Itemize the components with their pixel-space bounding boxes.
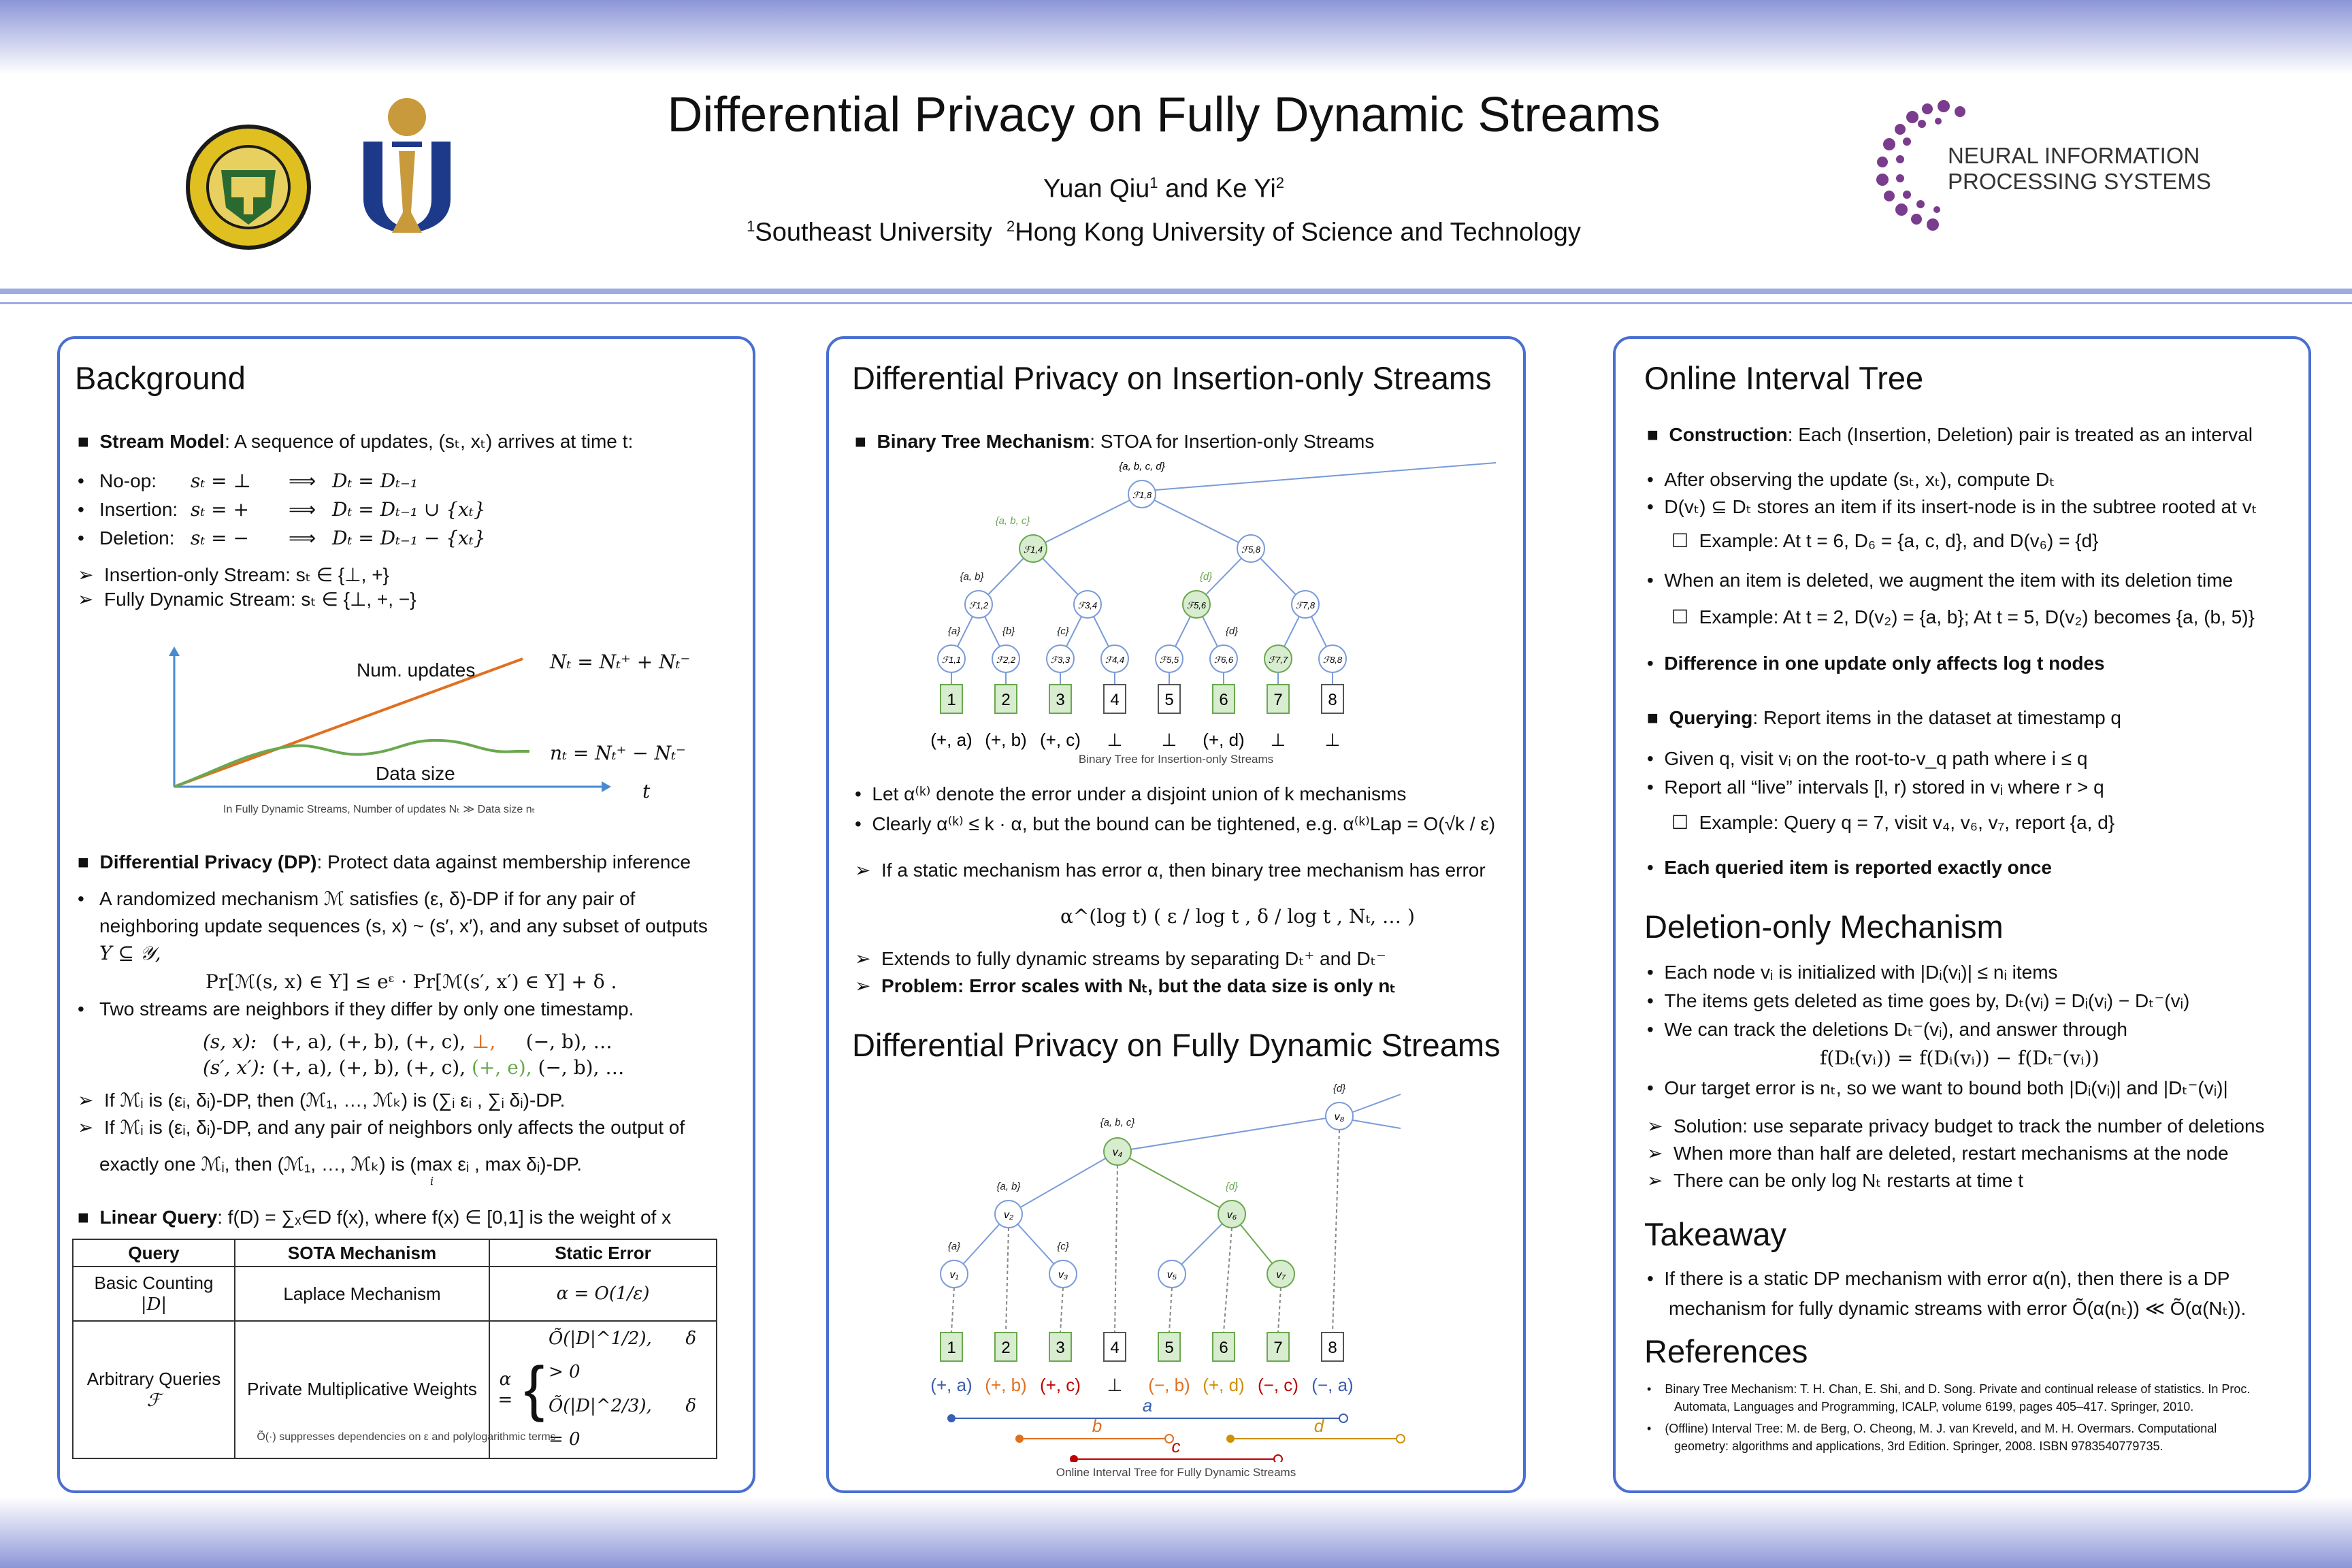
c1-item: • After observing the update (sₜ, xₜ), compute Dₜ xyxy=(1647,469,2055,490)
oit-leaf-link xyxy=(1278,1288,1281,1333)
neurips-line1: NEURAL INFORMATION xyxy=(1948,143,2200,168)
leaf-label: 3 xyxy=(1056,691,1065,709)
stream-model-label: Stream Model xyxy=(99,431,225,452)
leaf-label: 2 xyxy=(1001,691,1011,709)
d3-item: • We can track the deletions Dₜ⁻(vᵢ), and answer through xyxy=(1647,1019,2127,1040)
b2-text: Clearly α⁽ᵏ⁾ ≤ k · α, but the bound can be tightened, e.g. α⁽ᵏ⁾Lap = O(√k / ε) xyxy=(872,813,1496,834)
table-row xyxy=(73,1267,717,1321)
affil1: Southeast University xyxy=(755,218,992,247)
insertion-title: Differential Privacy on Insertion-only Streams xyxy=(852,360,1492,396)
oit-leaf-label: 3 xyxy=(1056,1339,1065,1357)
stream-model-text: : A sequence of updates, (sₜ, xₜ) arrives at time t: xyxy=(225,431,634,452)
oit-node-set: {c} xyxy=(1057,1241,1069,1252)
oit-node-set: {a, b} xyxy=(996,1181,1021,1192)
arbitrary-queries: Arbitrary Queries xyxy=(86,1368,221,1389)
tree-node-set: {a, b, c} xyxy=(995,515,1030,527)
oit-node-label: v₂ xyxy=(1003,1209,1014,1221)
tree-root-set: {a, b, c, d} xyxy=(1119,461,1165,472)
table-cell-basic xyxy=(73,1267,235,1321)
oit-leaf-link xyxy=(1224,1228,1232,1333)
tk-item: • If there is a static DP mechanism with error α(n), then there is a DP xyxy=(1647,1268,2230,1289)
oit-leaf-update: (−, c) xyxy=(1258,1375,1298,1395)
oit-leaf-link xyxy=(1333,1130,1339,1333)
leaf-label: 6 xyxy=(1219,691,1228,709)
a3-item: ➢ Problem: Error scales with Nₜ, but the data size is only nₜ xyxy=(855,975,1396,996)
oit-leaf-label: 5 xyxy=(1164,1339,1174,1357)
seq2 xyxy=(272,1056,624,1079)
a2-text: Extends to fully dynamic streams by separating Dₜ⁺ and Dₜ⁻ xyxy=(881,948,1386,969)
laplace-mechanism: Laplace Mechanism xyxy=(235,1267,489,1321)
tree-node-label: ℱ6,6 xyxy=(1213,655,1234,665)
pmw-case2 xyxy=(549,1390,715,1457)
growth-caption: In Fully Dynamic Streams, Number of updates Nₜ ≫ Data size nₜ xyxy=(223,804,536,815)
q1-text: Given q, visit vᵢ on the root-to-v_q path where i ≤ q xyxy=(1664,748,2088,769)
dp-text: : Protect data against membership inference xyxy=(316,851,691,872)
c1-text: After observing the update (sₜ, xₜ), compute Dₜ xyxy=(1664,469,2055,490)
author2-sup: 2 xyxy=(1275,174,1285,191)
oit-leaf-label: 8 xyxy=(1328,1339,1337,1357)
composition2: ➢ If ℳᵢ is (εᵢ, δᵢ)-DP, and any pair of neighbors only affects the output of xyxy=(78,1117,685,1138)
seq1-main: (+, a), (+, b), (+, c), xyxy=(272,1030,472,1053)
y-axis-arrow xyxy=(169,647,180,656)
tree-node-label: ℱ5,5 xyxy=(1159,655,1179,665)
stream-model-item: ■ Stream Model: A sequence of updates, (sₜ, xₜ) arrives at time t: xyxy=(78,431,634,452)
oit-edge xyxy=(1117,1116,1339,1152)
dp-label: Differential Privacy (DP) xyxy=(99,851,317,872)
s3-item: ➢ There can be only log Nₜ restarts at time t xyxy=(1647,1170,2024,1191)
composition3-text: exactly one ℳᵢ, then (ℳ₁, …, ℳₖ) is (max εᵢ , max δᵢ)-DP. xyxy=(99,1154,582,1175)
q2-item: • Report all “live” intervals [l, r) stored in vᵢ where r > q xyxy=(1647,777,2104,798)
references-title: References xyxy=(1644,1333,1808,1369)
interval-label: a xyxy=(1142,1395,1153,1416)
s2-text: When more than half are deleted, restart mechanisms at the node xyxy=(1673,1143,2229,1164)
tree-edge xyxy=(1142,494,1251,549)
tree-node-label: ℱ5,6 xyxy=(1186,600,1207,610)
t-axis-label: t xyxy=(642,780,651,802)
pmw-mechanism: Private Multiplicative Weights xyxy=(235,1321,489,1458)
d3-equation: f(Dₜ(vᵢ)) = f(Dᵢ(vᵢ)) − f(Dₜ⁻(vᵢ)) xyxy=(1820,1047,2100,1069)
leaf-label: 7 xyxy=(1273,691,1283,709)
header-divider-thin xyxy=(0,302,2352,304)
leaf-update: (+, b) xyxy=(985,730,1027,750)
binary-tree-diagram xyxy=(829,461,1523,761)
composition2-text: If ℳᵢ is (εᵢ, δᵢ)-DP, and any pair of neighbors only affects the output of xyxy=(104,1117,685,1138)
oit-leaf-label: 2 xyxy=(1001,1339,1011,1357)
insertion-st: sₜ = + xyxy=(191,498,249,521)
oit-node-set: {a} xyxy=(947,1241,961,1252)
leaf-label: 5 xyxy=(1164,691,1174,709)
oit-leaf-link xyxy=(1060,1288,1063,1333)
c3-text: When an item is deleted, we augment the item with its deletion time xyxy=(1664,570,2234,591)
leaf-update: (+, c) xyxy=(1040,730,1081,750)
author1-sup: 1 xyxy=(1149,174,1158,191)
header-divider xyxy=(0,289,2352,294)
a1-text: If a static mechanism has error α, then binary tree mechanism has error xyxy=(881,860,1486,881)
btm-text: : STOA for Insertion-only Streams xyxy=(1090,431,1375,452)
interval-start xyxy=(1226,1435,1235,1443)
pmw-case1 xyxy=(549,1322,715,1390)
d1-text: Each node vᵢ is initialized with |Dᵢ(vᵢ)| ≤ nᵢ items xyxy=(1664,962,2058,983)
s1-item: ➢ Solution: use separate privacy budget to track the number of deletions xyxy=(1647,1115,2265,1137)
tree-node-set: {b} xyxy=(1002,625,1015,637)
a3-text: Problem: Error scales with Nₜ, but the data size is only nₜ xyxy=(881,975,1396,996)
pmw-case1-error: Õ(|D|^1/2), xyxy=(548,1328,652,1349)
tree-node-label: ℱ3,4 xyxy=(1077,600,1098,610)
pmw-case2-cond: δ = 0 xyxy=(548,1395,697,1450)
leaf-update: ⊥ xyxy=(1324,730,1341,750)
q2-example-text: Example: Query q = 7, visit v₄, v₆, v₇, report {a, d} xyxy=(1699,812,2115,833)
noop-arrow: ⟹ xyxy=(289,470,316,491)
reference-2: • (Offline) Interval Tree: M. de Berg, O. Cheong, M. J. van Kreveld, and M. H. Overmars. Computational geometry: algorithms and applications, 3rd Edition. Springer, 2008. ISBN 9783540779735. xyxy=(1647,1422,2217,1454)
construction-label: Construction xyxy=(1669,424,1788,445)
oit-leaf-update: (+, c) xyxy=(1040,1375,1081,1395)
tree-edge-continuation xyxy=(1156,463,1496,490)
oit-node-set: {d} xyxy=(1225,1181,1239,1192)
oit-leaf-update: (+, d) xyxy=(1203,1375,1245,1395)
oit-node-label: v₁ xyxy=(949,1269,959,1281)
querying-label: Querying xyxy=(1669,707,1753,728)
b1-bullet: • Let α⁽ᵏ⁾ denote the error under a disjoint union of k mechanisms xyxy=(855,783,1407,804)
c2-item: • D(vₜ) ⊆ Dₜ stores an item if its insert-node is in the subtree rooted at vₜ xyxy=(1647,496,2257,517)
tree-node-set: {a} xyxy=(947,625,961,637)
oit-node-label: v₆ xyxy=(1226,1209,1237,1221)
tree-node-label: ℱ5,8 xyxy=(1241,544,1261,555)
deletion-title: Deletion-only Mechanism xyxy=(1644,909,2004,945)
tree-node-label: ℱ8,8 xyxy=(1322,655,1343,665)
oit-title: Online Interval Tree xyxy=(1644,360,1924,396)
q1-item: • Given q, visit vᵢ on the root-to-v_q path where i ≤ q xyxy=(1647,748,2088,769)
leaf-label: 1 xyxy=(947,691,956,709)
btm-label: Binary Tree Mechanism xyxy=(877,431,1090,452)
interval-label: b xyxy=(1092,1416,1102,1436)
tree-node-set: {c} xyxy=(1057,625,1069,637)
c3-example: ☐ Example: At t = 2, D(v₂) = {a, b}; At t = 5, D(v₂) becomes {a, (b, 5)} xyxy=(1671,606,2255,627)
deletion-st: sₜ = − xyxy=(191,527,249,549)
insertion-panel xyxy=(826,336,1526,1493)
southeast-university-logo xyxy=(184,122,313,252)
a1-item: ➢ If a static mechanism has error α, then binary tree mechanism has error xyxy=(855,860,1486,881)
insertion-only-text: Insertion-only Stream: sₜ ∈ {⊥, +} xyxy=(104,564,389,585)
c4-text: Difference in one update only affects log t nodes xyxy=(1664,653,2105,674)
interval-end xyxy=(1396,1435,1405,1443)
seq1-label: (s, x): xyxy=(203,1030,257,1053)
table-footnote: Õ(·) suppresses dependencies on ε and polylogarithmic terms xyxy=(257,1431,556,1443)
oit-node-set: {d} xyxy=(1333,1083,1346,1094)
binary-tree-caption: Binary Tree for Insertion-only Streams xyxy=(1078,753,1274,766)
insertion-label: Insertion: xyxy=(99,499,178,520)
c2-example-text: Example: At t = 6, D₆ = {a, c, d}, and D(v₆) = {d} xyxy=(1699,530,2099,551)
oit-leaf-link xyxy=(1169,1288,1172,1333)
affil1-sup: 1 xyxy=(747,218,755,235)
nt2-equation: nₜ = Nₜ⁺ − Nₜ⁻ xyxy=(550,742,686,764)
background-panel xyxy=(57,336,755,1493)
author1: Yuan Qiu xyxy=(1043,174,1150,203)
leaf-label: 8 xyxy=(1328,691,1337,709)
oit-node-label: v₈ xyxy=(1334,1111,1345,1123)
tree-node-label: ℱ3,3 xyxy=(1050,655,1071,665)
oit-node-set: {a, b, c} xyxy=(1100,1117,1135,1128)
reference-1: • Binary Tree Mechanism: T. H. Chan, E. Shi, and D. Song. Private and continual release of statistics. In Proc. Automata, Languages and Programming, ICALP, volume 6199, pages 405–417. Springer, 2010. xyxy=(1647,1382,2251,1414)
max-subscript: i xyxy=(430,1175,434,1188)
interval-tree-panel xyxy=(1613,336,2311,1493)
seq1-tail: (−, b), … xyxy=(525,1030,612,1053)
oit-leaf-update: (−, b) xyxy=(1148,1375,1190,1395)
interval-start xyxy=(947,1414,956,1422)
error-table xyxy=(72,1239,717,1459)
interval-end xyxy=(1274,1455,1282,1462)
oit-edge xyxy=(1117,1152,1232,1214)
neighbor-bullet: • xyxy=(78,998,84,1019)
seq2-main: (+, a), (+, b), (+, c), xyxy=(272,1056,472,1079)
interval-tree-caption: Online Interval Tree for Fully Dynamic Streams xyxy=(1056,1466,1296,1479)
tree-node-label: ℱ7,8 xyxy=(1295,600,1316,610)
s1-text: Solution: use separate privacy budget to track the number of deletions xyxy=(1673,1115,2265,1137)
dp-equation: Pr[ℳ(s, x) ∈ Y] ≤ eᵋ · Pr[ℳ(s′, x′) ∈ Y] + δ . xyxy=(206,970,617,993)
data-size-label: Data size xyxy=(376,763,455,784)
s3-text: There can be only log Nₜ restarts at time t xyxy=(1673,1170,2024,1191)
insertion-dt: Dₜ = Dₜ₋₁ ∪ {xₜ} xyxy=(332,498,486,521)
seq1 xyxy=(272,1030,612,1054)
table-header-mechanism: SOTA Mechanism xyxy=(235,1239,489,1267)
d4-text: Our target error is nₜ, so we want to bound both |Dᵢ(vᵢ)| and |Dₜ⁻(vᵢ)| xyxy=(1664,1077,2228,1098)
c2-example: ☐ Example: At t = 6, D₆ = {a, c, d}, and D(v₆) = {d} xyxy=(1671,530,2099,551)
oit-leaf-link xyxy=(951,1288,954,1333)
takeaway-title: Takeaway xyxy=(1644,1216,1786,1252)
composition1-text: If ℳᵢ is (εᵢ, δᵢ)-DP, then (ℳ₁, …, ℳₖ) is (∑ᵢ εᵢ , ∑ᵢ δᵢ)-DP. xyxy=(104,1090,566,1111)
basic-counting-d: |D| xyxy=(140,1294,167,1315)
leaf-update: ⊥ xyxy=(1107,730,1123,750)
d1-item: • Each node vᵢ is initialized with |Dᵢ(vᵢ)| ≤ nᵢ items xyxy=(1647,962,2058,983)
dp-item: ■ Differential Privacy (DP): Protect data against membership inference xyxy=(78,851,691,872)
construction-text: : Each (Insertion, Deletion) pair is treated as an interval xyxy=(1787,424,2253,445)
affil2-sup: 2 xyxy=(1007,218,1015,235)
seq2-label: (s′, x′): xyxy=(203,1056,265,1079)
seq2-tail: (−, b), … xyxy=(538,1056,625,1079)
affiliations xyxy=(531,218,1797,248)
c3-example-text: Example: At t = 2, D(v₂) = {a, b}; At t = 5, D(v₂) becomes {a, (b, 5)} xyxy=(1699,606,2255,627)
d3-text: We can track the deletions Dₜ⁻(vᵢ), and answer through xyxy=(1664,1019,2127,1040)
btm-item: ■ Binary Tree Mechanism: STOA for Insertion-only Streams xyxy=(855,431,1375,452)
dp-line3: Y ⊆ 𝒴, xyxy=(99,942,161,964)
top-band xyxy=(0,0,2352,75)
affil2: Hong Kong University of Science and Technology xyxy=(1015,218,1581,247)
noop-st: sₜ = ⊥ xyxy=(191,470,251,492)
insertion-only-item: ➢ Insertion-only Stream: sₜ ∈ {⊥, +} xyxy=(78,564,389,585)
c2-text: D(vₜ) ⊆ Dₜ stores an item if its insert-node is in the subtree rooted at vₜ xyxy=(1664,496,2257,517)
ref1-line2: Automata, Languages and Programming, ICALP, volume 6199, pages 405–417. Springer, 2010. xyxy=(1674,1400,2194,1414)
b1-text: Let α⁽ᵏ⁾ denote the error under a disjoint union of k mechanisms xyxy=(872,783,1407,804)
leaf-update: ⊥ xyxy=(1270,730,1286,750)
num-updates-label: Num. updates xyxy=(357,659,476,681)
oit-leaf-label: 4 xyxy=(1110,1339,1120,1357)
table-header-query: Query xyxy=(73,1239,235,1267)
dp-line2: neighboring update sequences (s, x) ~ (s′, x′), and any subset of outputs xyxy=(99,915,708,936)
querying-text: : Report items in the dataset at timestamp q xyxy=(1752,707,2121,728)
deletion-label: Deletion: xyxy=(99,527,175,549)
seq1-diff: ⊥, xyxy=(472,1030,496,1053)
oit-leaf-update: (+, a) xyxy=(930,1375,973,1395)
oit-edge xyxy=(1009,1152,1117,1214)
c4-item: • Difference in one update only affects log t nodes xyxy=(1647,653,2105,674)
a1-equation: α^(log t) ( ε / log t , δ / log t , Nₜ, … ) xyxy=(1060,905,1415,928)
oit-leaf-link xyxy=(1006,1228,1009,1333)
oit-node-label: v₅ xyxy=(1166,1269,1177,1281)
oit-leaf-update: ⊥ xyxy=(1107,1375,1123,1395)
oit-leaf-link xyxy=(1115,1165,1117,1333)
laplace-error: α = O(1/ε) xyxy=(489,1267,717,1321)
bottom-band xyxy=(0,1497,2352,1568)
oit-node-label: v₃ xyxy=(1058,1269,1068,1281)
nt-equation: Nₜ = Nₜ⁺ + Nₜ⁻ xyxy=(550,651,691,673)
tree-node-label: ℱ1,8 xyxy=(1132,490,1152,500)
tk2-text: mechanism for fully dynamic streams with error Õ(α(nₜ)) ≪ Õ(α(Nₜ)). xyxy=(1669,1298,2247,1319)
oit-leaf-label: 1 xyxy=(947,1339,956,1357)
background-title: Background xyxy=(75,360,246,396)
pmw-case1-cond: δ > 0 xyxy=(548,1328,697,1383)
noop-label: No-op: xyxy=(99,470,157,491)
q2-text: Report all “live” intervals [l, r) stored in vᵢ where r > q xyxy=(1664,777,2104,798)
interval-start xyxy=(1070,1455,1078,1462)
c3-item: • When an item is deleted, we augment the item with its deletion time xyxy=(1647,570,2234,591)
deletion-dt: Dₜ = Dₜ₋₁ − {xₜ} xyxy=(332,527,486,549)
seq2-diff: (+, e), xyxy=(472,1056,532,1079)
b2-bullet: • Clearly α⁽ᵏ⁾ ≤ k · α, but the bound can be tightened, e.g. α⁽ᵏ⁾Lap = O(√k / ε) xyxy=(855,813,1496,834)
poster-title: Differential Privacy on Fully Dynamic Streams xyxy=(667,88,1661,142)
arbitrary-queries-f: ℱ xyxy=(146,1390,161,1411)
tree-node-label: ℱ1,2 xyxy=(968,600,989,610)
leaf-update: ⊥ xyxy=(1161,730,1177,750)
table-header-error: Static Error xyxy=(489,1239,717,1267)
tree-node-label: ℱ4,4 xyxy=(1105,655,1125,665)
oit-leaf-update: (+, b) xyxy=(985,1375,1027,1395)
tree-node-label: ℱ1,1 xyxy=(941,655,962,665)
d2-item: • The items gets deleted as time goes by, Dₜ(vᵢ) = Dᵢ(vᵢ) − Dₜ⁻(vᵢ) xyxy=(1647,990,2190,1011)
s2-item: ➢ When more than half are deleted, restart mechanisms at the node xyxy=(1647,1143,2229,1164)
q3-item: • Each queried item is reported exactly once xyxy=(1647,857,2052,878)
leaf-update: (+, d) xyxy=(1203,730,1245,750)
data-size-curve xyxy=(174,740,529,787)
tree-node-set: {d} xyxy=(1199,571,1213,583)
oit-leaf-label: 6 xyxy=(1219,1339,1228,1357)
oit-node-label: v₇ xyxy=(1276,1269,1286,1281)
oit-node-label: v₄ xyxy=(1112,1147,1123,1158)
noop-dt: Dₜ = Dₜ₋₁ xyxy=(332,470,418,492)
pmw-case2-error: Õ(|D|^2/3), xyxy=(548,1395,652,1416)
oit-edge-continuation xyxy=(1353,1120,1401,1128)
interval-start xyxy=(1015,1435,1024,1443)
ref2-line1: (Offline) Interval Tree: M. de Berg, O. Cheong, M. J. van Kreveld, and M. H. Overmars. Computational xyxy=(1665,1422,2217,1435)
a2-item: ➢ Extends to fully dynamic streams by separating Dₜ⁺ and Dₜ⁻ xyxy=(855,948,1386,969)
pmw-alpha: α = xyxy=(497,1369,513,1410)
tree-edge xyxy=(1033,494,1142,549)
neighbor-text: Two streams are neighbors if they differ by only one timestamp. xyxy=(99,998,634,1019)
q3-text: Each queried item is reported exactly once xyxy=(1664,857,2052,878)
linear-query-text: : f(D) = ∑ₓ∈D f(x), where f(x) ∈ [0,1] is the weight of x xyxy=(217,1207,672,1228)
insertion-row: • xyxy=(78,499,84,520)
tree-node-set: {a, b} xyxy=(960,571,984,583)
hkust-logo xyxy=(359,97,455,240)
linear-query-item: ■ Linear Query: f(D) = ∑ₓ∈D f(x), where f(x) ∈ [0,1] is the weight of x xyxy=(78,1207,672,1228)
ref1-line1: Binary Tree Mechanism: T. H. Chan, E. Shi, and D. Song. Private and continual release of statistics. In Proc. xyxy=(1665,1382,2251,1396)
basic-counting: Basic Counting xyxy=(94,1273,214,1293)
leaf-label: 4 xyxy=(1110,691,1120,709)
noop-row: • xyxy=(78,470,84,491)
q2-example: ☐ Example: Query q = 7, visit v₄, v₆, v₇, report {a, d} xyxy=(1671,812,2115,833)
deletion-row: • xyxy=(78,527,84,549)
fully-dynamic-text: Fully Dynamic Stream: sₜ ∈ {⊥, +, −} xyxy=(104,589,416,610)
querying-item: ■ Querying: Report items in the dataset at timestamp q xyxy=(1647,707,2121,728)
composition1: ➢ If ℳᵢ is (εᵢ, δᵢ)-DP, then (ℳ₁, …, ℳₖ) is (∑ᵢ εᵢ , ∑ᵢ δᵢ)-DP. xyxy=(78,1090,566,1111)
d4-item: • Our target error is nₜ, so we want to bound both |Dᵢ(vᵢ)| and |Dₜ⁻(vᵢ)| xyxy=(1647,1077,2228,1098)
construction-item: ■ Construction: Each (Insertion, Deletion) pair is treated as an interval xyxy=(1647,424,2253,445)
authors xyxy=(531,174,1797,204)
fully-dynamic-item: ➢ Fully Dynamic Stream: sₜ ∈ {⊥, +, −} xyxy=(78,589,416,610)
insertion-arrow: ⟹ xyxy=(289,499,316,520)
tree-node-set: {d} xyxy=(1225,625,1239,637)
neurips-line2: PROCESSING SYSTEMS xyxy=(1948,168,2211,194)
linear-query-label: Linear Query xyxy=(99,1207,218,1228)
leaf-update: (+, a) xyxy=(930,730,973,750)
interval-tree-diagram xyxy=(829,1081,1523,1462)
ref2-line2: geometry: algorithms and applications, 3rd Edition. Springer, 2008. ISBN 9783540779735. xyxy=(1674,1439,2163,1454)
d2-text: The items gets deleted as time goes by, Dₜ(vᵢ) = Dᵢ(vᵢ) − Dₜ⁻(vᵢ) xyxy=(1664,990,2190,1011)
author2: and Ke Yi xyxy=(1158,174,1276,203)
interval-label: d xyxy=(1313,1416,1324,1436)
interval-label: c xyxy=(1171,1436,1181,1456)
tree-node-label: ℱ2,2 xyxy=(996,655,1016,665)
tree-node-label: ℱ7,7 xyxy=(1268,655,1288,665)
interval-end xyxy=(1339,1414,1348,1422)
tree-node-label: ℱ1,4 xyxy=(1023,544,1043,555)
dp-line1: A randomized mechanism ℳ satisfies (ε, δ)-DP if for any pair of xyxy=(99,888,636,909)
oit-leaf-update: (−, a) xyxy=(1311,1375,1354,1395)
fully-dynamic-title: Differential Privacy on Fully Dynamic Streams xyxy=(852,1027,1501,1063)
oit-leaf-label: 7 xyxy=(1273,1339,1283,1357)
deletion-arrow: ⟹ xyxy=(289,527,316,549)
neurips-logo-text xyxy=(1948,143,2211,195)
brace: { xyxy=(523,1355,544,1424)
tk1-text: If there is a static DP mechanism with error α(n), then there is a DP xyxy=(1664,1268,2230,1289)
dp-bullet: • xyxy=(78,888,84,909)
x-axis-arrow xyxy=(602,781,611,792)
oit-edge-continuation xyxy=(1353,1094,1401,1112)
